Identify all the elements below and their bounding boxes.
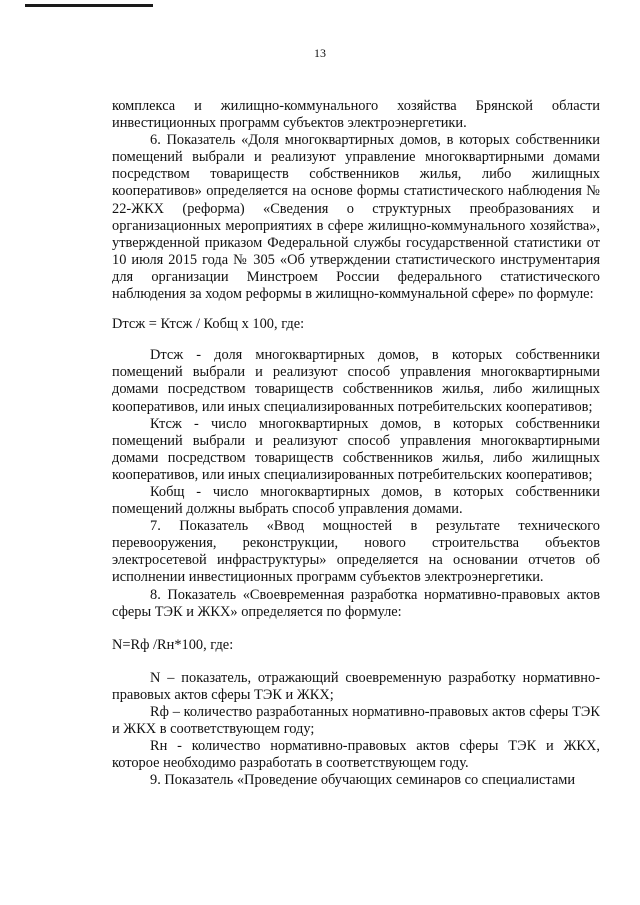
definition-ktsj: Ктсж - число многоквартирных домов, в которых собственники помещений выбрали и реализуют способ управления многоквартирными домами посредством товариществ собственников жилья, либо жилищных кооперативов, или иных специализированных потребительских кооперативов; — [112, 415, 600, 483]
formula-n: N=Rф /Rн*100, где: — [112, 636, 234, 653]
definition-rn: Rн - количество нормативно-правовых актов сферы ТЭК и ЖКХ, которое необходимо разработать в соответствующем году. — [112, 738, 600, 772]
paragraph-9: 9. Показатель «Проведение обучающих семинаров со специалистами — [150, 772, 576, 789]
paragraph-intro: комплекса и жилищно-коммунального хозяйства Брянской области инвестиционных программ субъектов электроэнергетики. — [112, 98, 600, 132]
definition-rf: Rф – количество разработанных нормативно-правовых актов сферы ТЭК и ЖКХ в соответствующем году; — [112, 704, 600, 738]
definition-n: N – показатель, отражающий своевременную разработку нормативно-правовых актов сферы ТЭК и ЖКХ; — [112, 669, 600, 703]
scan-edge-mark — [25, 4, 153, 7]
page-number: 13 — [314, 46, 326, 60]
formula-dtsj: Dтсж = Ктсж / Кобщ х 100, где: — [112, 316, 305, 333]
document-body — [112, 98, 600, 789]
definition-dtsj: Dтсж - доля многоквартирных домов, в которых собственники помещений выбрали и реализуют способ управления многоквартирными домами посредством товариществ собственников жилья, либо жилищных кооперативов, или иных специализированных потребительских кооперативов; — [112, 347, 600, 415]
paragraph-8: 8. Показатель «Своевременная разработка нормативно-правовых актов сферы ТЭК и ЖКХ» определяется по формуле: — [112, 586, 600, 620]
paragraph-7: 7. Показатель «Ввод мощностей в результате технического перевооружения, реконструкции, нового строительства объектов электросетевой инфраструктуры» определяется на основании отчетов об исполнении инвестиционных программ субъектов электроэнергетики. — [112, 518, 600, 586]
paragraph-6: 6. Показатель «Доля многоквартирных домов, в которых собственники помещений выбрали и реализуют управление многоквартирными домами посредством товариществ собственников жилья, либо жилищных кооперативов» определяется на основе формы статистического наблюдения № 22-ЖКХ (реформа) «Сведения о структурных преобразованиях и организационных мероприятиях в сфере жилищно-коммунального хозяйства», утвержденной приказом Федеральной службы государственной статистики от 10 июля 2015 года № 305 «Об утверждении статистического инструментария для организации Минстроем России федерального статистического наблюдения за ходом реформы в жилищно-коммунальной сфере» по формуле: — [112, 132, 600, 303]
definition-kobsh: Кобщ - число многоквартирных домов, в которых собственники помещений должны выбрать способ управления домами. — [112, 483, 600, 518]
